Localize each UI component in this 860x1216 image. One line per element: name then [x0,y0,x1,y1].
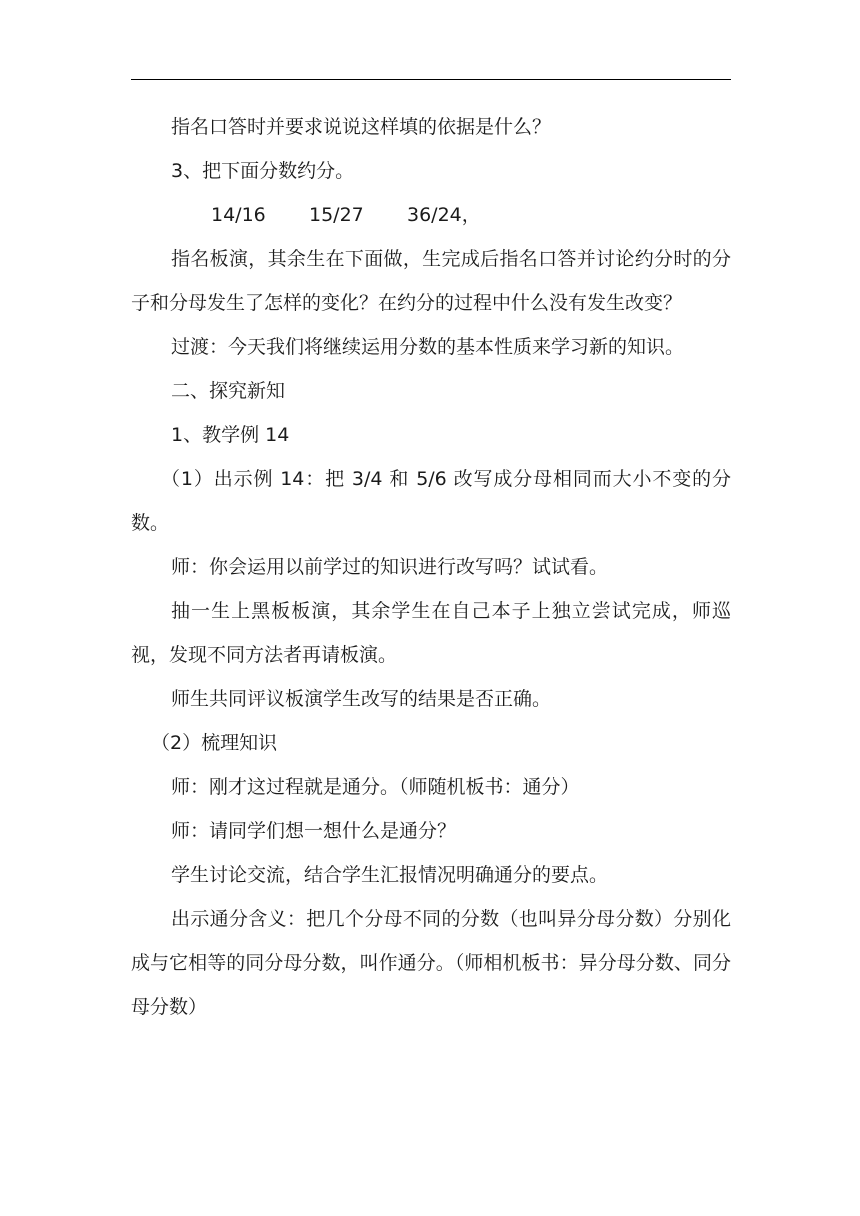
fraction-list [131,193,731,237]
paragraph: 抽一生上黑板板演，其余学生在自己本子上独立尝试完成，师巡视，发现不同方法者再请板演。 [131,600,731,666]
fraction-item: 15/27 [309,204,364,226]
section-heading: 二、探究新知 [171,380,286,402]
fraction-item: 36/24， [407,204,481,226]
paragraph: 师：你会运用以前学过的知识进行改写吗？试试看。 [171,556,609,578]
paragraph: 指名口答时并要求说说这样填的依据是什么？ [171,116,552,138]
header-rule [131,79,731,80]
paragraph: 过渡：今天我们将继续运用分数的基本性质来学习新的知识。 [171,336,685,358]
paragraph: 师生共同评议板演学生改写的结果是否正确。 [171,688,552,710]
paragraph: 出示通分含义：把几个分母不同的分数（也叫异分母分数）分别化成与它相等的同分母分数，叫作通分。（师相机板书：异分母分数、同分母分数） [131,908,731,1018]
paragraph: 指名板演，其余生在下面做，生完成后指名口答并讨论约分时的分子和分母发生了怎样的变化？在约分的过程中什么没有发生改变？ [131,248,731,314]
subsection-heading: 1、教学例 14 [171,424,290,446]
paragraph: （1）出示例 14：把 3/4 和 5/6 改写成分母相同而大小不变的分数。 [131,468,731,534]
paragraph: 3、把下面分数约分。 [171,160,355,182]
paragraph: 学生讨论交流，结合学生汇报情况明确通分的要点。 [171,864,609,886]
subsection-heading: （2）梳理知识 [151,732,278,754]
document-body [131,105,731,1029]
paragraph: 师：刚才这过程就是通分。（师随机板书：通分） [171,776,580,798]
paragraph: 师：请同学们想一想什么是通分？ [171,820,457,842]
fraction-item: 14/16 [211,204,266,226]
